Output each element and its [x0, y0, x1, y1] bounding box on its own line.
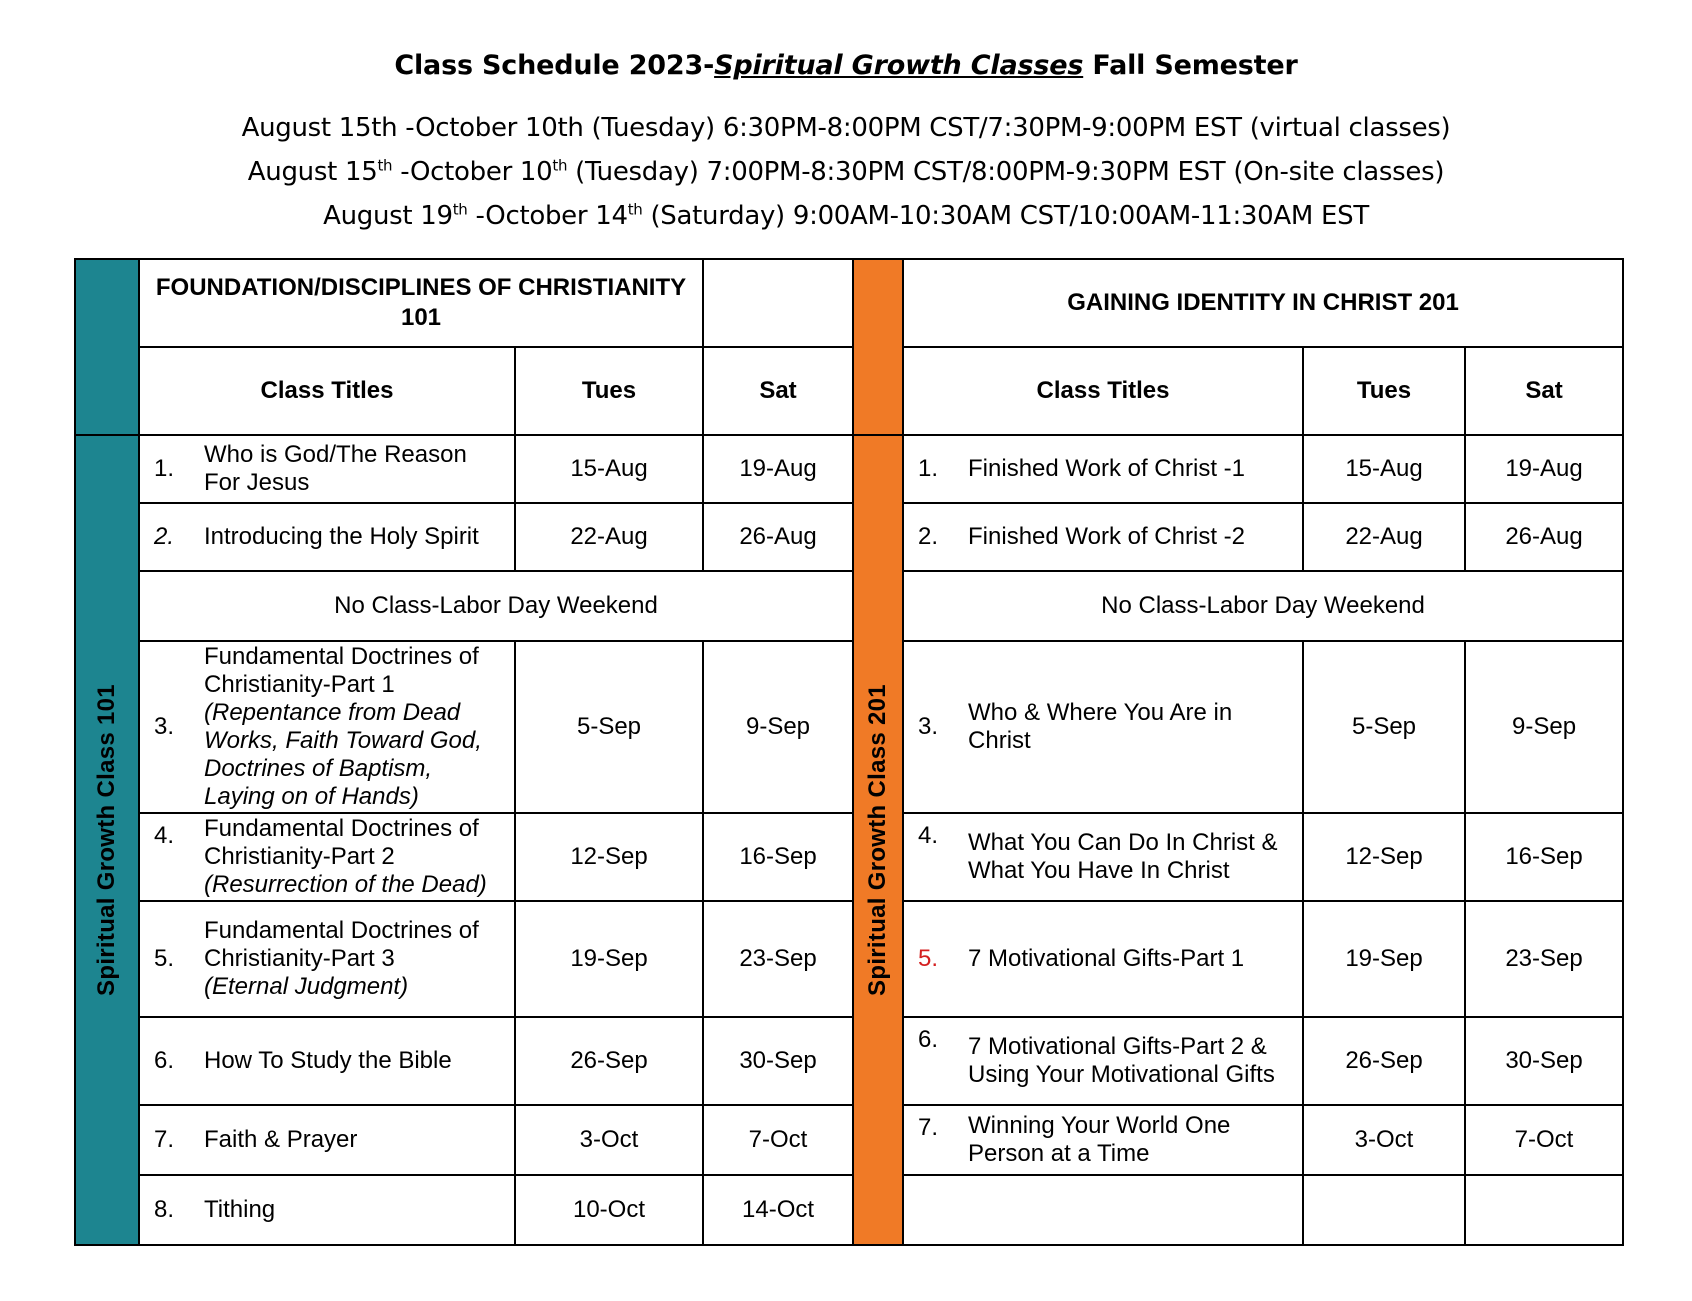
- sat-date-101-2: 26-Aug: [703, 503, 853, 571]
- class-title-201-2: [903, 503, 1303, 571]
- class-title-201-1: [903, 435, 1303, 503]
- title-emphasis: Spiritual Growth Classes: [714, 50, 1084, 81]
- line2-part-b: -October 10: [392, 157, 553, 187]
- heading-201: GAINING IDENTITY IN CHRIST 201: [903, 259, 1623, 347]
- tues-date-101-1: 15-Aug: [515, 435, 703, 503]
- class-title-text: Tithing: [204, 1196, 276, 1223]
- sat-date-201-5: 23-Sep: [1465, 901, 1623, 1017]
- table-row: [75, 1017, 1623, 1105]
- sat-date-201-7: 7-Oct: [1465, 1105, 1623, 1175]
- class-number: 2.: [154, 523, 175, 550]
- tues-date-101-7: 3-Oct: [515, 1105, 703, 1175]
- class-schedule-table: [74, 258, 1624, 1246]
- band-101-top: [75, 259, 139, 435]
- sat-date-101-6: 30-Sep: [703, 1017, 853, 1105]
- class-number: 3.: [918, 713, 939, 740]
- class-title-201-5: [903, 901, 1303, 1017]
- class-title-text: Finished Work of Christ -2: [968, 523, 1245, 550]
- band-201: [853, 435, 903, 1245]
- line3-part-c: (Saturday) 9:00AM-10:30AM CST/10:00AM-11:30AM EST: [642, 201, 1369, 231]
- schedule-line-onsite: [0, 157, 1692, 187]
- line3-sup-2: th: [627, 200, 643, 219]
- class-title-201-6: [903, 1017, 1303, 1105]
- class-title-101-6: [139, 1017, 515, 1105]
- sat-date-201-6: 30-Sep: [1465, 1017, 1623, 1105]
- title-prefix: Class Schedule 2023-: [394, 50, 715, 81]
- tues-date-201-3: 5-Sep: [1303, 641, 1465, 813]
- class-title-101-2: [139, 503, 515, 571]
- tues-date-201-1: 15-Aug: [1303, 435, 1465, 503]
- col-tues-101: Tues: [515, 347, 703, 435]
- no-class-201: No Class-Labor Day Weekend: [903, 571, 1623, 641]
- class-title-text: 7 Motivational Gifts-Part 2 & Using Your Motivational Gifts: [968, 1033, 1275, 1088]
- class-title-101-8: [139, 1175, 515, 1245]
- class-number: 6.: [918, 1026, 939, 1053]
- heading-row: [75, 259, 1623, 347]
- sat-date-201-3: 9-Sep: [1465, 641, 1623, 813]
- band-201-label: Spiritual Growth Class 201: [864, 684, 892, 996]
- class-number: 3.: [154, 713, 175, 740]
- schedule-line-saturday: [0, 201, 1692, 231]
- tues-date-201-7: 3-Oct: [1303, 1105, 1465, 1175]
- class-title-text: 7 Motivational Gifts-Part 1: [968, 945, 1245, 972]
- col-tues-201: Tues: [1303, 347, 1465, 435]
- line3-sup-1: th: [452, 200, 468, 219]
- class-number: 5.: [154, 945, 175, 972]
- schedule-line-virtual: August 15th -October 10th (Tuesday) 6:30PM-8:00PM CST/7:30PM-9:00PM EST (virtual classes): [241, 113, 1451, 143]
- col-sat-101: Sat: [703, 347, 853, 435]
- band-101: [75, 435, 139, 1245]
- tues-date-101-3: 5-Sep: [515, 641, 703, 813]
- table-row: [75, 503, 1623, 571]
- class-title-101-1: [139, 435, 515, 503]
- sat-date-101-1: 19-Aug: [703, 435, 853, 503]
- class-title-text: Finished Work of Christ -1: [968, 455, 1245, 482]
- column-header-row: [75, 347, 1623, 435]
- class-number: 4.: [918, 822, 939, 849]
- line3-part-b: -October 14: [467, 201, 628, 231]
- no-class-row: [75, 571, 1623, 641]
- class-number: 2.: [918, 523, 939, 550]
- empty-cell-201-title: [903, 1175, 1303, 1245]
- no-class-101: No Class-Labor Day Weekend: [139, 571, 853, 641]
- class-number: 6.: [154, 1047, 175, 1074]
- table-row: [75, 813, 1623, 901]
- col-sat-201: Sat: [1465, 347, 1623, 435]
- class-title-201-4: [903, 813, 1303, 901]
- sat-date-201-2: 26-Aug: [1465, 503, 1623, 571]
- tues-date-101-6: 26-Sep: [515, 1017, 703, 1105]
- class-title-text: Fundamental Doctrines of Christianity-Part 1: [204, 643, 479, 698]
- class-title-201-7: [903, 1105, 1303, 1175]
- line2-part-c: (Tuesday) 7:00PM-8:30PM CST/8:00PM-9:30PM EST (On-site classes): [567, 157, 1445, 187]
- class-number: 7.: [154, 1126, 175, 1153]
- title-suffix: Fall Semester: [1083, 50, 1298, 81]
- class-title-text: How To Study the Bible: [204, 1047, 452, 1074]
- empty-cell-201-tues: [1303, 1175, 1465, 1245]
- col-titles-201: Class Titles: [903, 347, 1303, 435]
- table-row: [75, 435, 1623, 503]
- table-row: [75, 1175, 1623, 1245]
- heading-101-empty: [703, 259, 853, 347]
- tues-date-201-6: 26-Sep: [1303, 1017, 1465, 1105]
- class-number: 7.: [918, 1114, 939, 1141]
- class-title-101-3: [139, 641, 515, 813]
- tues-date-101-2: 22-Aug: [515, 503, 703, 571]
- heading-101: FOUNDATION/DISCIPLINES OF CHRISTIANITY 101: [139, 259, 703, 347]
- class-title-101-4: [139, 813, 515, 901]
- line2-sup-2: th: [552, 156, 568, 175]
- class-number: 1.: [154, 455, 175, 482]
- line2-part-a: August 15: [247, 157, 378, 187]
- sat-date-201-4: 16-Sep: [1465, 813, 1623, 901]
- tues-date-101-8: 10-Oct: [515, 1175, 703, 1245]
- col-titles-101: Class Titles: [139, 347, 515, 435]
- sat-date-201-1: 19-Aug: [1465, 435, 1623, 503]
- class-title-text: What You Can Do In Christ & What You Have In Christ: [968, 829, 1278, 884]
- class-title-text: Winning Your World One Person at a Time: [968, 1112, 1231, 1167]
- empty-cell-201-sat: [1465, 1175, 1623, 1245]
- tues-date-201-5: 19-Sep: [1303, 901, 1465, 1017]
- sat-date-101-7: 7-Oct: [703, 1105, 853, 1175]
- class-title-text: Faith & Prayer: [204, 1126, 358, 1153]
- class-title-text: Fundamental Doctrines of Christianity-Part 2: [204, 815, 479, 870]
- class-title-text: Who is God/The Reason For Jesus: [204, 441, 467, 496]
- tues-date-201-4: 12-Sep: [1303, 813, 1465, 901]
- class-number: 8.: [154, 1196, 175, 1223]
- sat-date-101-4: 16-Sep: [703, 813, 853, 901]
- sat-date-101-3: 9-Sep: [703, 641, 853, 813]
- class-title-101-5: [139, 901, 515, 1017]
- class-title-text: Fundamental Doctrines of Christianity-Part 3: [204, 917, 479, 972]
- tues-date-201-2: 22-Aug: [1303, 503, 1465, 571]
- tues-date-101-4: 12-Sep: [515, 813, 703, 901]
- band-101-label: Spiritual Growth Class 101: [93, 684, 120, 996]
- class-title-101-7: [139, 1105, 515, 1175]
- class-number: 4.: [154, 822, 175, 849]
- class-subtitle: (Resurrection of the Dead): [204, 871, 487, 898]
- table-row: [75, 1105, 1623, 1175]
- class-title-text: Introducing the Holy Spirit: [204, 523, 479, 550]
- line3-part-a: August 19: [323, 201, 453, 231]
- sat-date-101-5: 23-Sep: [703, 901, 853, 1017]
- band-201-top: [853, 259, 903, 435]
- line2-sup-1: th: [377, 156, 393, 175]
- class-title-201-3: [903, 641, 1303, 813]
- document-title: [0, 50, 1692, 81]
- class-number: 1.: [918, 455, 939, 482]
- tues-date-101-5: 19-Sep: [515, 901, 703, 1017]
- class-subtitle: (Eternal Judgment): [204, 973, 409, 1000]
- sat-date-101-8: 14-Oct: [703, 1175, 853, 1245]
- table-row: [75, 641, 1623, 813]
- table-row: [75, 901, 1623, 1017]
- class-number: 5.: [918, 945, 939, 972]
- class-subtitle: (Repentance from Dead Works, Faith Toward God, Doctrines of Baptism, Laying on of Hands): [204, 699, 482, 810]
- class-title-text: Who & Where You Are in Christ: [968, 699, 1233, 754]
